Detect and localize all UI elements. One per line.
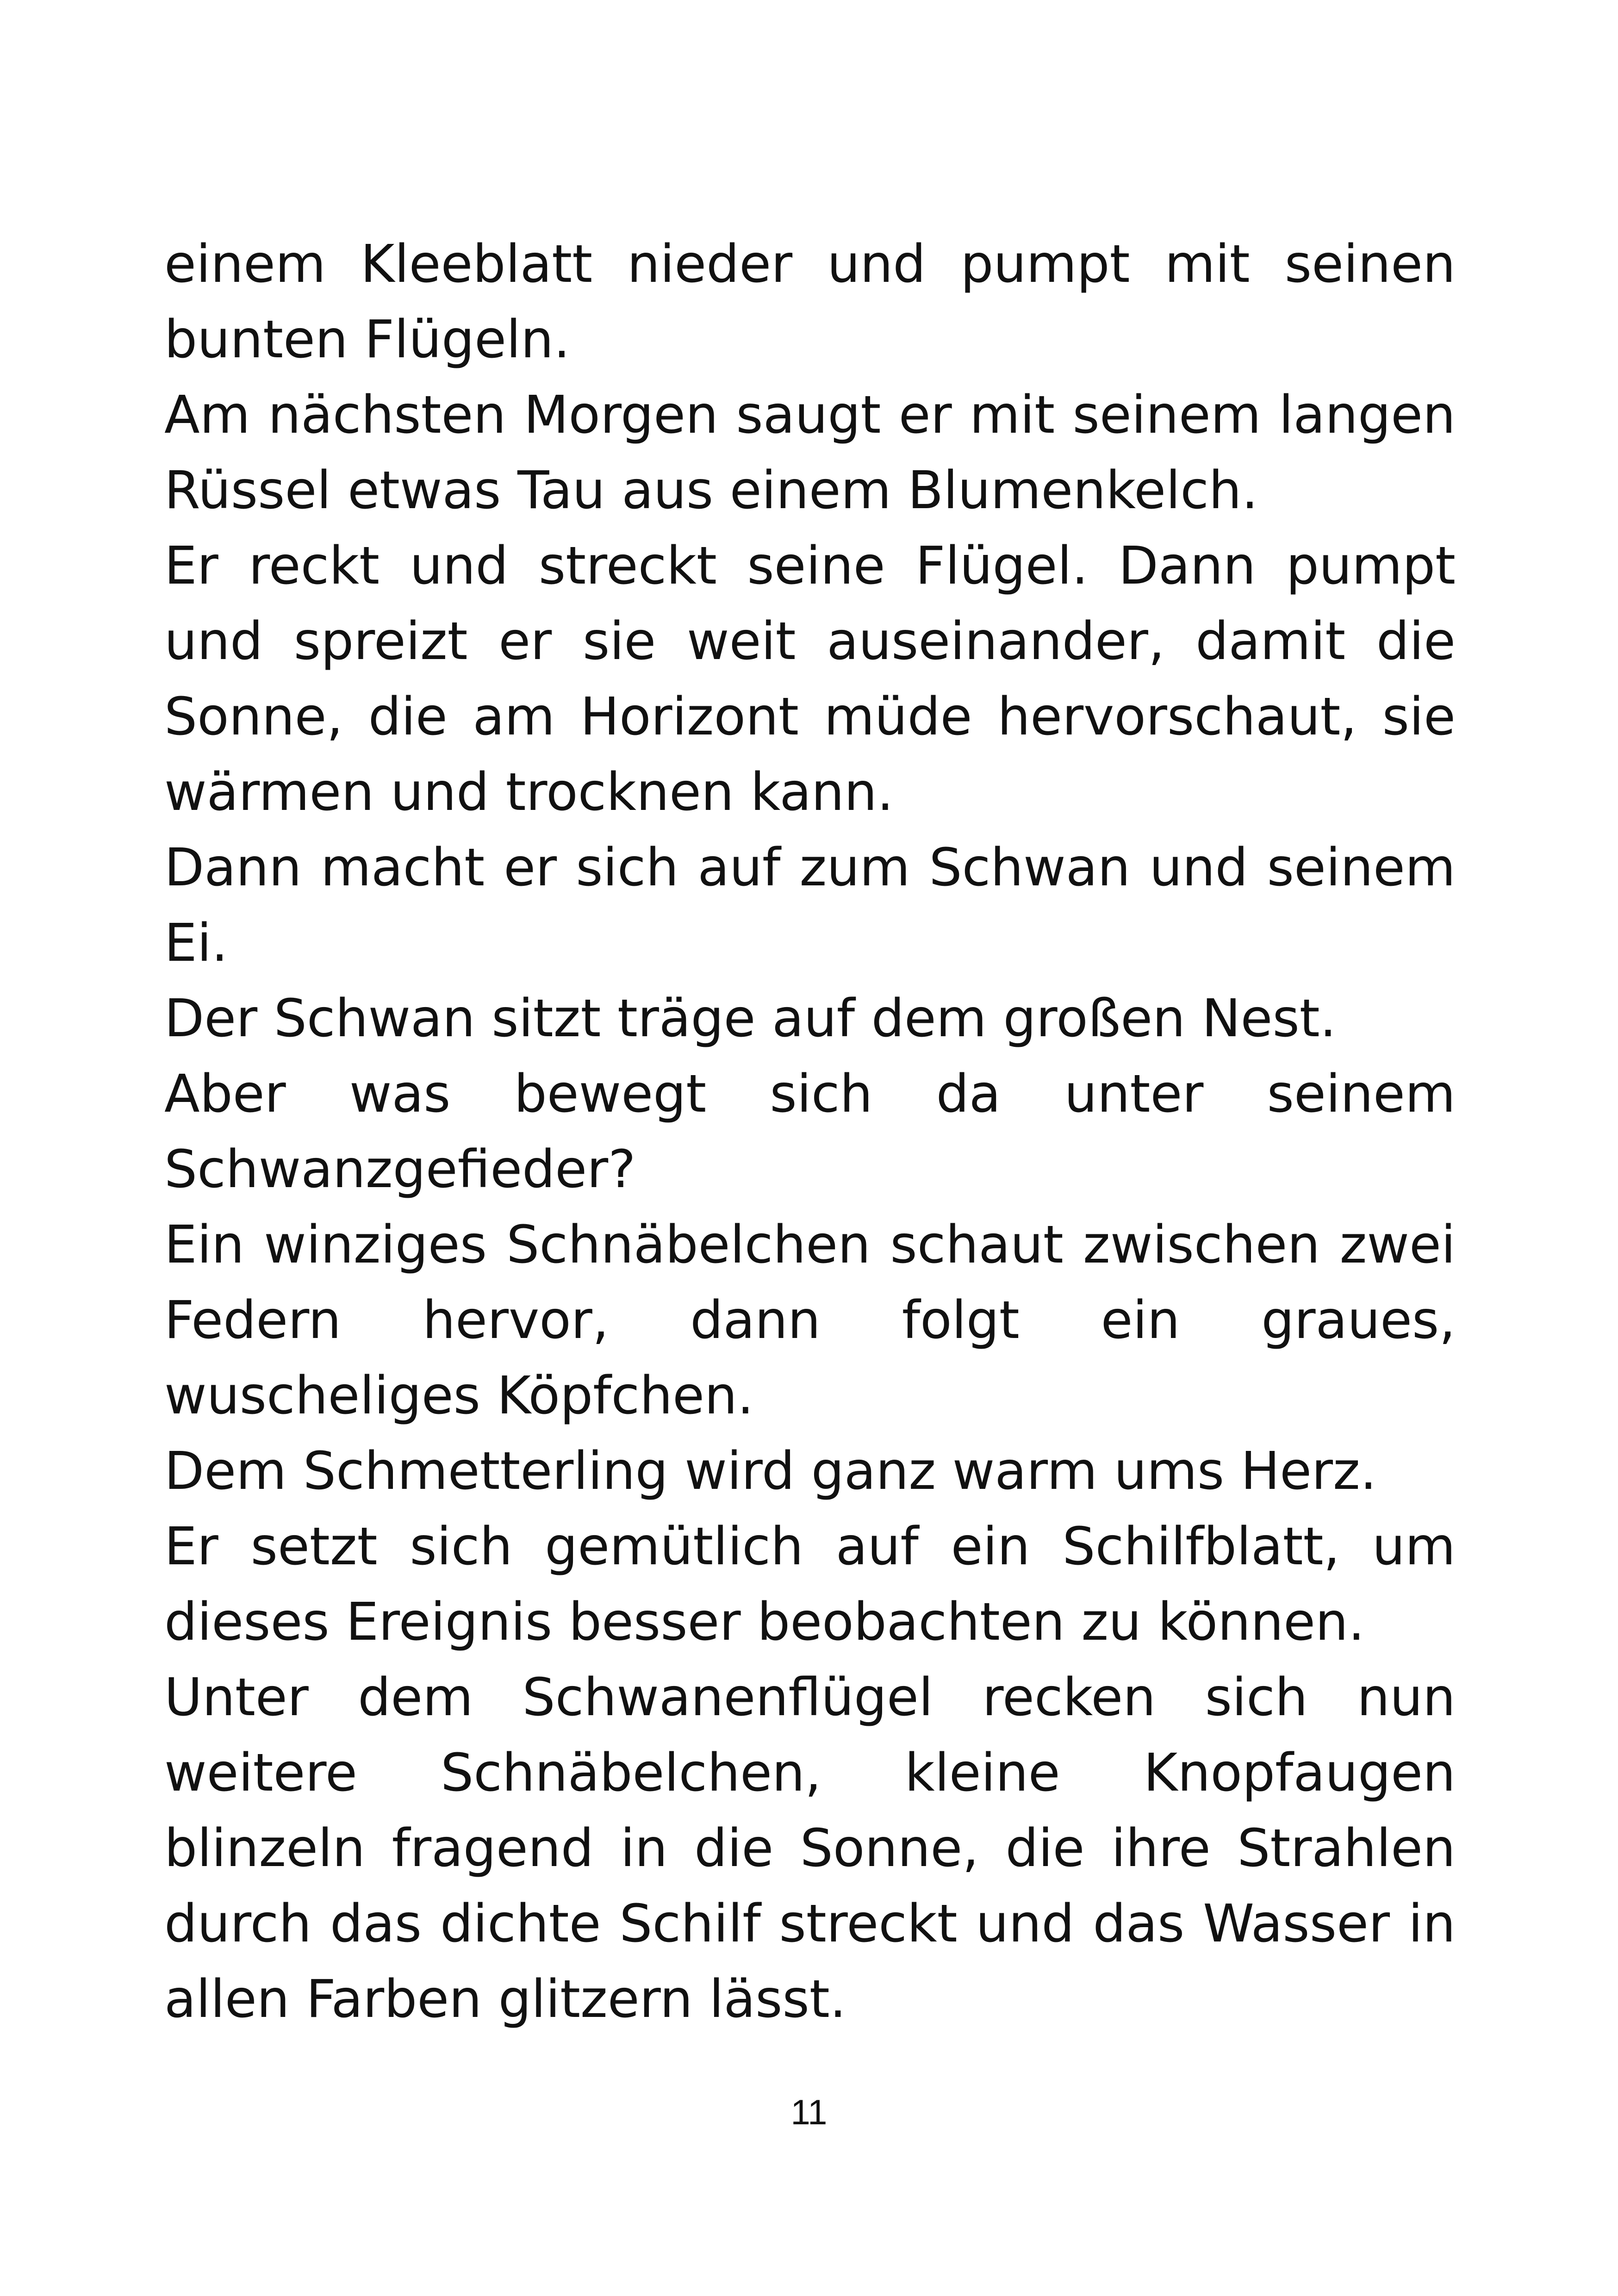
paragraph: Am nächsten Morgen saugt er mit seinem langen Rüssel etwas Tau aus einem Blumenkelch. bbox=[164, 385, 1456, 521]
paragraph: Unter dem Schwanenflügel recken sich nun weitere Schnäbelchen, kleine Knopfaugen blinzeln fragend in die Sonne, die ihre Strahlen durch das dichte Schilf streckt und das Wasser in allen Farben glitzern lässt. bbox=[164, 1668, 1456, 2029]
paragraph: einem Kleeblatt nieder und pumpt mit seinen bunten Flügeln. bbox=[164, 234, 1456, 370]
paragraph: Dem Schmetterling wird ganz warm ums Herz. bbox=[164, 1441, 1377, 1501]
paragraph: Er reckt und streckt seine Flügel. Dann pumpt und spreizt er sie weit auseinander, damit die Sonne, die am Horizont müde hervorschaut, sie wärmen und trocknen kann. bbox=[164, 536, 1456, 822]
page-number: 11 bbox=[790, 2093, 828, 2132]
body-text bbox=[164, 227, 1456, 2037]
paragraph: Dann macht er sich auf zum Schwan und seinem Ei. bbox=[164, 838, 1456, 973]
paragraph: Aber was bewegt sich da unter seinem Schwanzgefieder? bbox=[164, 1064, 1456, 1200]
paragraph: Ein winziges Schnäbelchen schaut zwischen zwei Federn hervor, dann folgt ein graues, wuscheliges Köpfchen. bbox=[164, 1215, 1456, 1426]
paragraph: Er setzt sich gemütlich auf ein Schilfblatt, um dieses Ereignis besser beobachten zu können. bbox=[164, 1517, 1456, 1652]
paragraph: Der Schwan sitzt träge auf dem großen Nest. bbox=[164, 989, 1337, 1049]
